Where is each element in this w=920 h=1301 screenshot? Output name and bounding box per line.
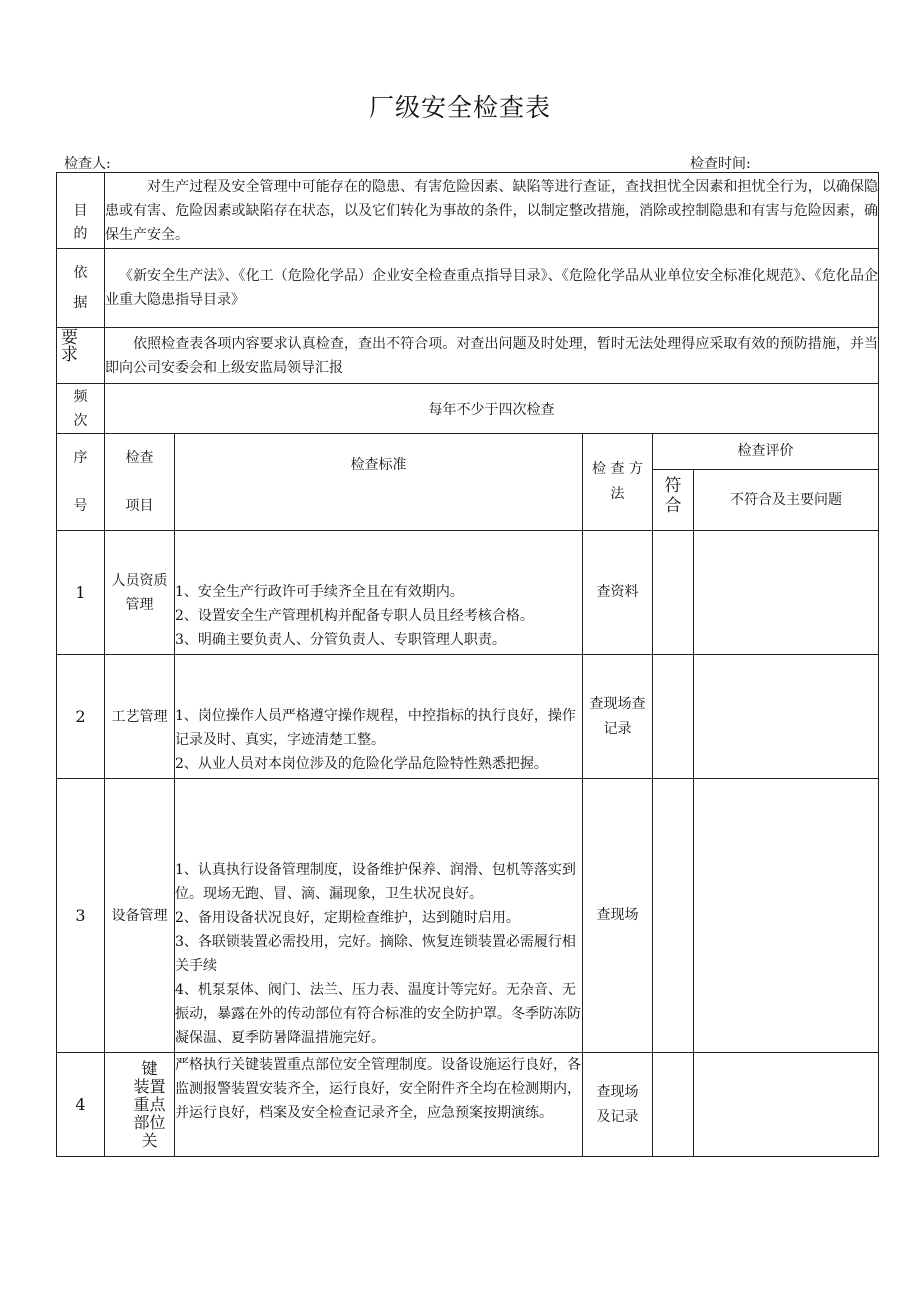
header-nonconform: 不符合及主要问题 (694, 469, 879, 530)
basis-label: 依 据 (57, 249, 105, 328)
basis-text: 《新安全生产法》、《化工（危险化学品）企业安全检查重点指导目录》、《危险化学品从业单位安全标准化规范》、《危化品企业重大隐患指导目录》 (105, 249, 879, 328)
row-standard: 严格执行关键装置重点部位安全管理制度。设备设施运行良好，各监测报警装置安装齐全，运行良好，安全附件齐全均在检测期内，并运行良好，档案及安全检查记录齐全，应急预案按期演练。 (175, 1053, 583, 1157)
nonconform-cell[interactable] (694, 655, 879, 779)
row-item: 人员资质 管理 (105, 531, 175, 655)
row-item: 设备管理 (105, 779, 175, 1053)
table-header-row (57, 434, 879, 470)
row-standard: 1、认真执行设备管理制度，设备维护保养、润滑、包机等落实到位。现场无跑、冒、滴、漏现象，卫生状况良好。 2、备用设备状况良好，定期检查维护，达到随时启用。 3、各联锁装置必需投用，完好。摘除、恢复连锁装置必需履行相关手续 4、机泵泵体、阀门、法兰、压力表、温度计等完好。无杂音、无振动，暴露在外的传动部位有符合标准的安全防护罩。冬季防冻防凝保温、夏季防暑降温措施完好。 (175, 779, 583, 1053)
header-method: 检 查 方 法 (583, 434, 653, 531)
purpose-row (57, 173, 879, 249)
nonconform-cell[interactable] (694, 1053, 879, 1157)
header-standard: 检查标准 (175, 434, 583, 531)
table-row (57, 655, 879, 779)
row-method: 查现场 及记录 (583, 1053, 653, 1157)
row-number: 3 (57, 779, 105, 1053)
conform-cell[interactable] (653, 779, 694, 1053)
header-item: 检查 项目 (105, 434, 175, 531)
row-method: 查资料 (583, 531, 653, 655)
table-row (57, 779, 879, 1053)
row-number: 4 (57, 1053, 105, 1157)
purpose-label: 目 的 (57, 173, 105, 249)
conform-cell[interactable] (653, 531, 694, 655)
row-method: 查现场 (583, 779, 653, 1053)
inspection-time-label: 检查时间: (690, 156, 751, 172)
frequency-label: 频 次 (57, 384, 105, 434)
row-number: 1 (57, 531, 105, 655)
row-method: 查现场查 记录 (583, 655, 653, 779)
row-item: 键 装置 重点 部位 关 (105, 1053, 175, 1157)
table-row (57, 531, 879, 655)
conform-cell[interactable] (653, 1053, 694, 1157)
nonconform-cell[interactable] (694, 531, 879, 655)
header-seq: 序 号 (57, 434, 105, 531)
nonconform-cell[interactable] (694, 779, 879, 1053)
frequency-row (57, 384, 879, 434)
table-row (57, 1053, 879, 1157)
header-evaluation: 检查评价 (653, 434, 879, 470)
header-conform: 符 合 (653, 469, 694, 530)
purpose-text: 对生产过程及安全管理中可能存在的隐患、有害危险因素、缺陷等进行查证，查找担忧全因素和担忧全行为，以确保隐患或有害、危险因素或缺陷存在状态，以及它们转化为事故的条件，以制定整改措施，消除或控制隐患和有害与危险因素，确保生产安全。 (105, 173, 879, 249)
conform-cell[interactable] (653, 655, 694, 779)
inspector-label: 检查人: (64, 156, 111, 172)
requirement-text: 依照检查表各项内容要求认真检查，查出不符合项。对查出问题及时处理，暂时无法处理得应采取有效的预防措施，并当即向公司安委会和上级安监局领导汇报 (105, 328, 879, 384)
row-number: 2 (57, 655, 105, 779)
requirement-label: 要 求 (57, 328, 105, 384)
inspection-table (56, 172, 879, 1157)
basis-row (57, 249, 879, 328)
requirement-row (57, 328, 879, 384)
row-standard: 1、岗位操作人员严格遵守操作规程，中控指标的执行良好，操作记录及时、真实，字迹清楚工整。 2、从业人员对本岗位涉及的危险化学品危险特性熟悉把握。 (175, 655, 583, 779)
page-title: 厂级安全检查表 (368, 93, 551, 122)
frequency-text: 每年不少于四次检查 (105, 384, 879, 434)
row-item: 工艺管理 (105, 655, 175, 779)
row-standard: 1、安全生产行政许可手续齐全且在有效期内。 2、设置安全生产管理机构并配备专职人员且经考核合格。 3、明确主要负责人、分管负责人、专职管理人职责。 (175, 531, 583, 655)
